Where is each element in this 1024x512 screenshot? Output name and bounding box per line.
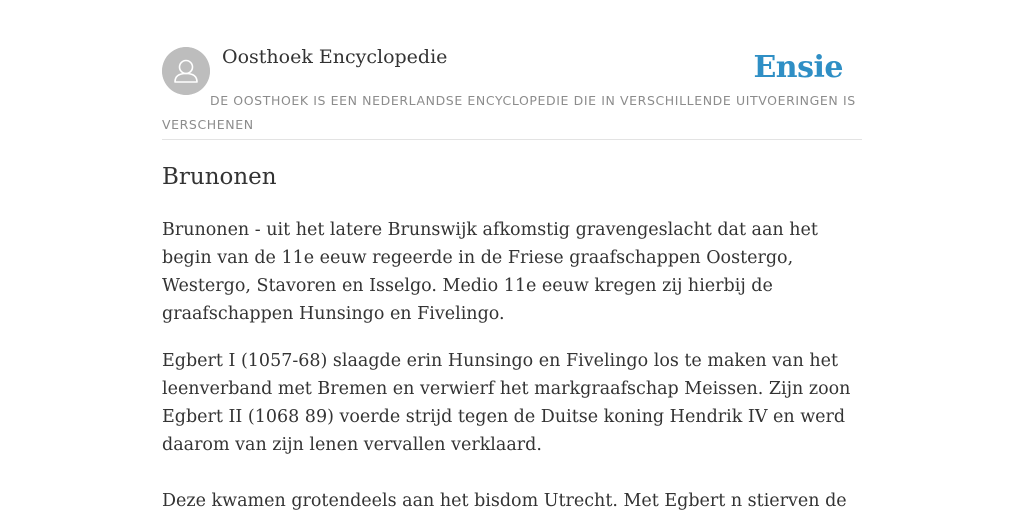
content-column	[162, 0, 862, 511]
site-name-link[interactable]: Oosthoek Encyclopedie	[222, 46, 448, 68]
site-header	[162, 0, 862, 140]
ensie-logo-link[interactable]: Ensie	[753, 50, 843, 85]
user-silhouette-icon[interactable]	[162, 47, 210, 95]
site-tagline: DE OOSTHOEK IS EEN NEDERLANDSE ENCYCLOPEDIE DIE IN VERSCHILLENDE UITVOERINGEN IS VERSCHENEN	[162, 93, 856, 132]
article-paragraph: Brunonen - uit het latere Brunswijk afkomstig gravengeslacht dat aan het begin van de 11e eeuw regeerde in de Friese graafschappen Oostergo, Westergo, Stavoren en Isselgo. Medio 11e eeuw kregen zij hierbij de graafschappen Hunsingo en Fivelingo.	[162, 220, 818, 324]
article-title: Brunonen	[162, 164, 277, 190]
article-paragraph: Egbert I (1057-68) slaagde erin Hunsingo en Fivelingo los te maken van het leenverband met Bremen en verwierf het markgraafschap Meissen. Zijn zoon Egbert II (1068 89) voerde strijd tegen de Duitse koning Hendrik IV en werd daarom van zijn lenen vervallen verklaard.	[162, 351, 851, 455]
article-paragraph: Deze kwamen grotendeels aan het bisdom Utrecht. Met Egbert n stierven de	[162, 491, 847, 511]
